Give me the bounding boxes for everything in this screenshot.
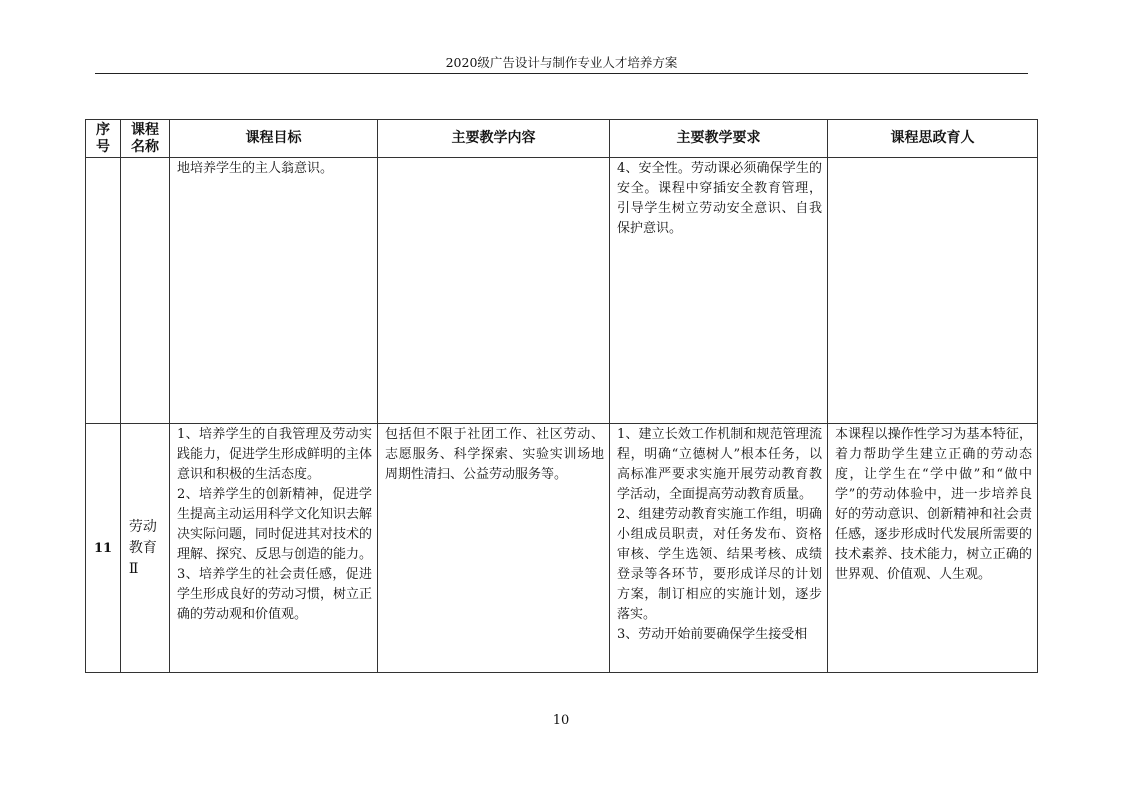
objective-cell: 地培养学生的主人翁意识。 [170, 158, 378, 424]
page-header-title: 2020级广告设计与制作专业人才培养方案 [445, 55, 678, 70]
header-rule [95, 73, 1028, 74]
row-number: 11 [86, 424, 121, 673]
course-name: 劳动教育Ⅱ [121, 424, 170, 673]
page-number: 10 [552, 713, 570, 728]
row-number [86, 158, 121, 424]
table-header-row [86, 120, 1038, 158]
content-cell [378, 158, 610, 424]
ideology-cell [828, 158, 1038, 424]
col-header-number: 序号 [86, 120, 121, 158]
col-header-content: 主要教学内容 [378, 120, 610, 158]
objective-cell: 1、培养学生的自我管理及劳动实践能力，促进学生形成鲜明的主体意识和积极的生活态度。 2、培养学生的创新精神，促进学生提高主动运用科学文化知识去解决实际问题，同时促进其对技术的理解、探究、反思与创造的能力。 3、培养学生的社会责任感，促进学生形成良好的劳动习惯，树立正确的劳动观和价值观。 [170, 424, 378, 673]
course-table [85, 119, 1038, 673]
col-header-course-name: 课程名称 [121, 120, 170, 158]
course-name [121, 158, 170, 424]
requirements-cell: 1、建立长效工作机制和规范管理流程，明确“立德树人”根本任务，以高标准严要求实施开展劳动教育教学活动，全面提高劳动教育质量。 2、组建劳动教育实施工作组，明确小组成员职责，对任务发布、资格审核、学生选领、结果考核、成绩登录等各环节，要形成详尽的计划方案，制订相应的实施计划，逐步落实。 3、劳动开始前要确保学生接受相 [610, 424, 828, 673]
col-header-requirements: 主要教学要求 [610, 120, 828, 158]
content-cell: 包括但不限于社团工作、社区劳动、志愿服务、科学探索、实验实训场地周期性清扫、公益劳动服务等。 [378, 424, 610, 673]
table-row [86, 424, 1038, 673]
table-row [86, 158, 1038, 424]
col-header-ideology: 课程思政育人 [828, 120, 1038, 158]
col-header-objective: 课程目标 [170, 120, 378, 158]
ideology-cell: 本课程以操作性学习为基本特征，着力帮助学生建立正确的劳动态度，让学生在“学中做”和“做中学”的劳动体验中，进一步培养良好的劳动意识、创新精神和社会责任感，逐步形成时代发展所需要的技术素养、技术能力，树立正确的世界观、价值观、人生观。 [828, 424, 1038, 673]
requirements-cell: 4、安全性。劳动课必须确保学生的安全。课程中穿插安全教育管理，引导学生树立劳动安全意识、自我保护意识。 [610, 158, 828, 424]
